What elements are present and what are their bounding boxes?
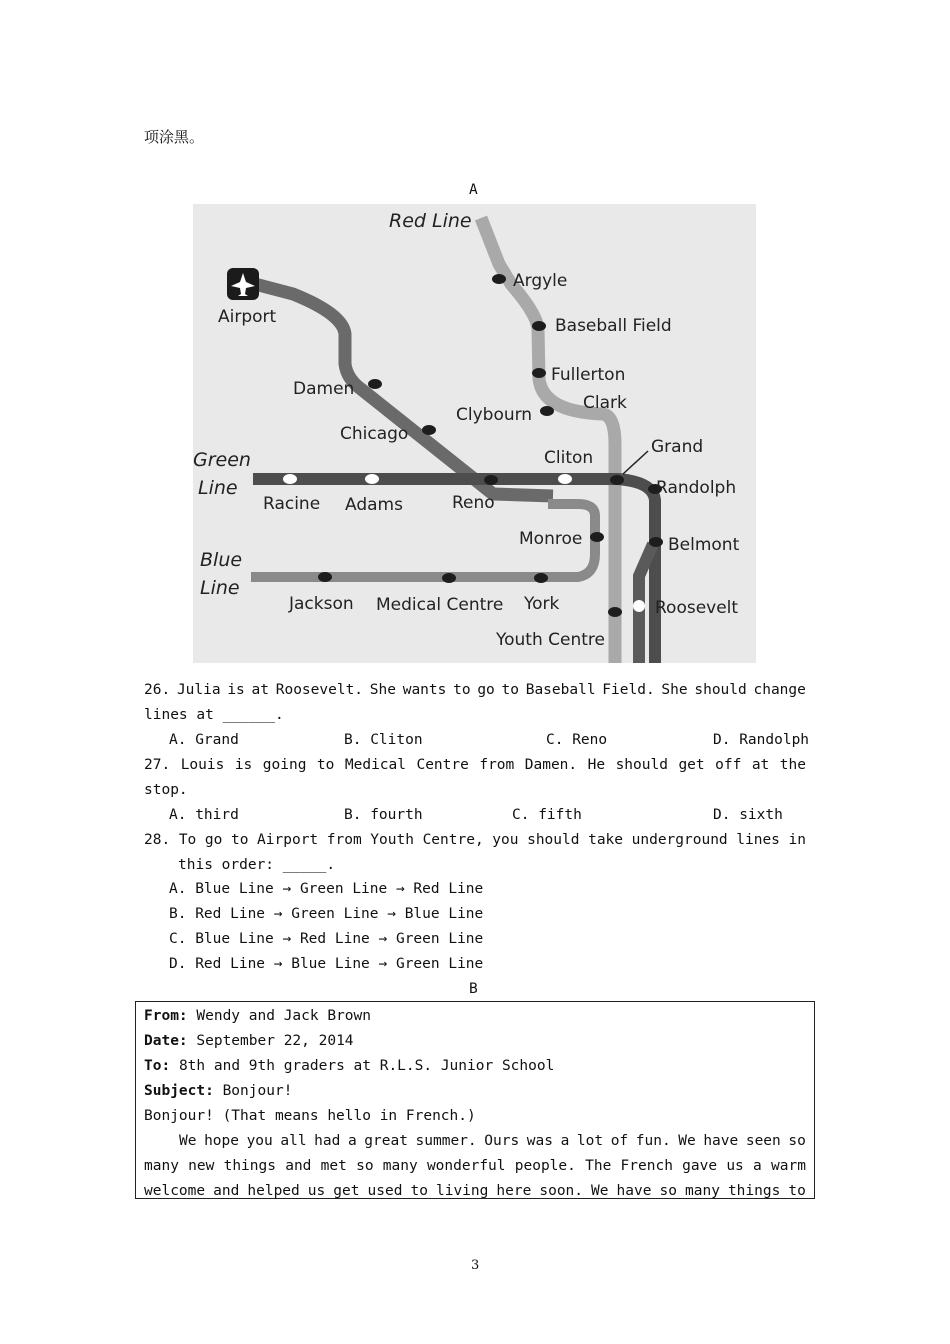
word: to: [410, 1183, 428, 1199]
station-medical-centre: Medical Centre: [376, 595, 504, 615]
station-belmont: Belmont: [668, 535, 740, 555]
word: to: [501, 682, 519, 698]
word: Julia: [176, 682, 221, 698]
question-26-line1: [144, 682, 806, 698]
word: was: [526, 1133, 553, 1149]
email-body-line2: [144, 1158, 806, 1174]
station-clark: Clark: [583, 393, 627, 413]
q28-option-b[interactable]: B. Red Line → Green Line → Blue Line: [169, 906, 484, 922]
word: soon.: [539, 1183, 584, 1199]
word: welcome: [144, 1183, 206, 1199]
green-line-label-1: Green: [193, 449, 251, 471]
blue-line-label-1: Blue: [200, 549, 243, 571]
word: should: [694, 682, 747, 698]
word: the: [779, 757, 806, 773]
word: people.: [514, 1158, 576, 1174]
email-subject-value: Bonjour!: [222, 1083, 293, 1099]
word: seen: [745, 1133, 781, 1149]
email-body-line1: [179, 1133, 806, 1149]
word: get: [333, 1183, 360, 1199]
word: Centre,: [422, 832, 484, 848]
email-from-row: [144, 1008, 371, 1024]
word: lot: [576, 1133, 604, 1149]
word: Medical: [344, 757, 406, 773]
word: Youth: [370, 832, 414, 848]
q28-option-a[interactable]: A. Blue Line → Green Line → Red Line: [169, 881, 484, 897]
word: She: [369, 682, 396, 698]
blue-line-label-2: Line: [200, 577, 240, 599]
word: of: [610, 1133, 629, 1149]
station-chicago: Chicago: [340, 424, 409, 444]
station-cliton: Cliton: [544, 448, 594, 468]
station-racine: Racine: [263, 494, 321, 514]
word: going: [262, 757, 307, 773]
word: Centre: [416, 757, 469, 773]
word: so: [659, 1183, 677, 1199]
q27-option-a[interactable]: A. third: [169, 807, 239, 823]
email-body-line3: [144, 1183, 806, 1199]
word: have: [616, 1183, 652, 1199]
word: go: [477, 682, 495, 698]
word: many: [685, 1183, 720, 1199]
station-adams: Adams: [345, 495, 403, 515]
word: is: [227, 682, 245, 698]
email-to-label: To:: [144, 1058, 171, 1074]
page-number: 3: [471, 1258, 480, 1273]
email-date-value: September 22, 2014: [196, 1033, 354, 1049]
word: have: [703, 1133, 739, 1149]
word: met: [320, 1158, 347, 1174]
q26-option-b[interactable]: B. Cliton: [344, 732, 423, 748]
word: Baseball: [525, 682, 596, 698]
header-fragment: 项涂黑。: [144, 128, 205, 146]
q27-option-d[interactable]: D. sixth: [713, 807, 783, 823]
station-randolph: Randolph: [656, 478, 737, 498]
word: We: [179, 1133, 197, 1149]
email-date-label: Date:: [144, 1033, 188, 1049]
word: all: [280, 1133, 307, 1149]
word: underground: [631, 832, 728, 848]
word: things: [727, 1183, 781, 1199]
station-damen: Damen: [293, 379, 355, 399]
word: wants: [402, 682, 447, 698]
word: here: [496, 1183, 532, 1199]
word: gave: [682, 1158, 718, 1174]
q26-option-c[interactable]: C. Reno: [546, 732, 608, 748]
q28-option-c[interactable]: C. Blue Line → Red Line → Green Line: [169, 931, 484, 947]
word: a: [347, 1133, 357, 1149]
word: from: [479, 757, 515, 773]
word: take: [588, 832, 624, 848]
word: warm: [771, 1158, 806, 1174]
email-from-label: From:: [144, 1008, 188, 1024]
word: We: [678, 1133, 696, 1149]
station-york: York: [524, 594, 560, 614]
word: Louis: [180, 757, 225, 773]
word: should: [527, 832, 580, 848]
word: a: [753, 1158, 762, 1174]
red-line-label: Red Line: [389, 210, 472, 232]
word: Damen.: [524, 757, 578, 773]
word: at: [751, 757, 770, 773]
word: to: [453, 682, 471, 698]
word: 27.: [144, 757, 171, 773]
word: living: [435, 1183, 489, 1199]
word: hope: [204, 1133, 239, 1149]
word: wonderful: [426, 1158, 506, 1174]
word: a: [560, 1133, 570, 1149]
word: us: [726, 1158, 744, 1174]
question-28-line1: [144, 832, 806, 848]
green-line-label-2: Line: [198, 477, 238, 499]
word: helped: [247, 1183, 300, 1199]
word: so: [356, 1158, 374, 1174]
word: He: [587, 757, 606, 773]
question-28-line2: this order: _____.: [178, 857, 336, 873]
station-roosevelt: Roosevelt: [655, 598, 739, 618]
word: many: [144, 1158, 179, 1174]
word: Ours: [484, 1133, 520, 1149]
word: fun.: [635, 1133, 671, 1149]
email-from-value: Wendy and Jack Brown: [196, 1008, 371, 1024]
station-clybourn: Clybourn: [456, 405, 533, 425]
word: and: [213, 1183, 240, 1199]
station-grand: Grand: [651, 437, 704, 457]
station-baseball-field: Baseball Field: [555, 316, 672, 336]
word: French: [620, 1158, 673, 1174]
word: is: [234, 757, 253, 773]
word: things: [223, 1158, 276, 1174]
section-b-label: B: [469, 981, 478, 997]
email-to-value: 8th and 9th graders at R.L.S. Junior School: [178, 1058, 555, 1074]
word: in: [788, 832, 806, 848]
word: summer.: [415, 1133, 477, 1149]
email-subject-row: [144, 1083, 292, 1099]
word: new: [188, 1158, 215, 1174]
word: Airport: [257, 832, 319, 848]
question-27-line2: stop.: [144, 782, 188, 798]
question-27-line1: [144, 757, 806, 773]
word: should: [615, 757, 668, 773]
email-box: [135, 1001, 815, 1199]
word: had: [314, 1133, 341, 1149]
word: go: [204, 832, 223, 848]
q27-option-b[interactable]: B. fourth: [344, 807, 423, 823]
word: you: [492, 832, 519, 848]
section-a-label: A: [469, 182, 478, 198]
station-reno: Reno: [452, 493, 495, 513]
word: change: [753, 682, 806, 698]
q28-option-d[interactable]: D. Red Line → Blue Line → Green Line: [169, 956, 484, 972]
word: lines: [736, 832, 780, 848]
email-subject-label: Subject:: [144, 1083, 214, 1099]
word: to: [788, 1183, 806, 1199]
word: 28.: [144, 832, 171, 848]
word: Field.: [602, 682, 655, 698]
word: us: [307, 1183, 326, 1199]
subway-map: [193, 204, 756, 663]
station-fullerton: Fullerton: [551, 365, 626, 385]
word: We: [591, 1183, 609, 1199]
q26-option-d[interactable]: D. Randolph: [713, 732, 810, 748]
q26-option-a[interactable]: A. Grand: [169, 732, 239, 748]
word: get: [678, 757, 705, 773]
word: to: [230, 832, 249, 848]
word: The: [585, 1158, 612, 1174]
word: at: [251, 682, 269, 698]
question-26-line2: lines at ______.: [144, 707, 284, 723]
station-airport: Airport: [218, 307, 277, 327]
word: She: [661, 682, 688, 698]
word: so: [788, 1133, 806, 1149]
word: 26.: [144, 682, 171, 698]
word: To: [178, 832, 197, 848]
word: off: [715, 757, 742, 773]
word: great: [364, 1133, 408, 1149]
word: to: [316, 757, 335, 773]
station-jackson: Jackson: [289, 594, 354, 614]
word: you: [246, 1133, 273, 1149]
station-monroe: Monroe: [519, 529, 583, 549]
word: used: [367, 1183, 403, 1199]
word: Roosevelt.: [275, 682, 364, 698]
word: and: [285, 1158, 312, 1174]
email-to-row: [144, 1058, 554, 1074]
q27-option-c[interactable]: C. fifth: [512, 807, 582, 823]
station-youth-centre: Youth Centre: [496, 630, 605, 650]
word: from: [326, 832, 362, 848]
station-argyle: Argyle: [513, 271, 568, 291]
word: many: [382, 1158, 418, 1174]
email-date-row: [144, 1033, 354, 1049]
email-greeting: Bonjour! (That means hello in French.): [144, 1108, 476, 1124]
